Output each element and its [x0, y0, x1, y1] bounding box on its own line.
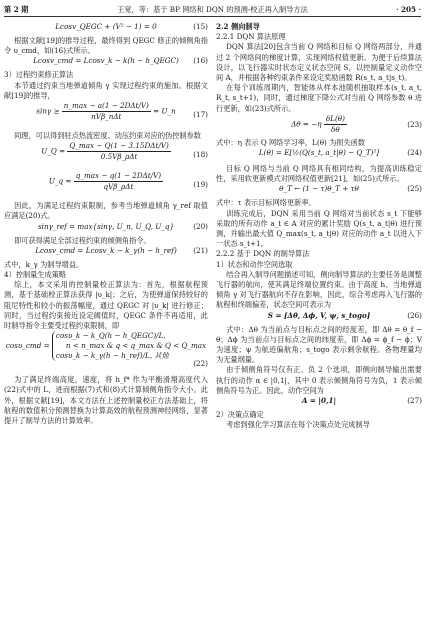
running-title: 王宽，等：基于 BP 网络和 DQN 的预测-校正再入制导方法: [117, 5, 308, 14]
left-column: [4, 22, 208, 426]
section-heading: 2.2 侧向制导: [216, 22, 260, 31]
subsection-heading: 2.2.1 DQN 算法原理: [216, 32, 286, 42]
equation-23: Δθ = −η $\frac{\delta L(\theta)}{\delta\theta}$ (23): [291, 113, 422, 135]
paragraph: 式中，k_γ 为制导增益。: [4, 259, 84, 269]
paragraph: 本节通过约束当地弹道倾角 γ 实现过程约束的施加。根据文献[19]的推导，: [4, 80, 208, 100]
equation-19: U_q = $\frac{\text{q\_max − q(1 − 2DΔt/V)}}{\text{qVβ\_ρΔt}}$ (19): [48, 171, 208, 192]
equation-16: Lcosv_cmd = Lcosv_k − k(h − h_QEGC) (16): [33, 56, 208, 66]
paragraph: 综上，本文采用的控制量校正算法为：首先，根据航程预测，基于基础校正算法获得 |υ_k|；之后，为使弹道保持较好的阻尼特性和较小的振荡幅度，通过 QEGC 对 |υ_k| 进行修正；同时，当过程约束接近设定阈值时，QEGC 条件不再适用，此时制导指令主要受过程约束限制，即: [4, 280, 208, 331]
page-number: · 205 ·: [395, 5, 421, 14]
paragraph: 因此，为满足过程约束限制，参考当地弹道倾角 γ_ref 取值应满足(20)式。: [4, 201, 208, 221]
right-column: [216, 22, 422, 431]
equation-27: A = |0,1| (27): [301, 396, 422, 406]
subsection-heading: 3）过程约束修正算法: [4, 70, 74, 80]
paragraph: 在每个训练周期内，智能体从样本池随机抽取样本(s_t, a_t, R_t, s_t+1)，同时，通过梯度下降公式对当前 Q 网络参数 θ 进行更新，如(23)式所示。: [216, 83, 422, 113]
issue-number: 第 2 期: [4, 5, 29, 14]
paragraph: 式中：τ 表示目标网络更新率。: [216, 198, 316, 208]
paragraph: 训练完成后，DQN 采用当前 Q 网络对当前状态 s_t 下能够采取的所有动作 a_t ∈ A 对应的累计奖励 Q(s_t, a_t|θ) 进行预测，并输出最大值 Q_max(s_t, a_t|θ) 对应的动作 a_t 以进入下一状态 s_t+1。: [216, 208, 422, 249]
equation-17: sinγ ≥ $\frac{\text{n\_max − a(1 − 2DΔt/V)}}{\text{nVβ\_nΔt}}$ = U_n (17): [36, 101, 208, 122]
paragraph: 目标 Q 网络与当前 Q 网络具有相同结构，为提高训练稳定性，采用软更新模式对网络权值更新[21]，如(25)式所示。: [216, 164, 422, 184]
paragraph: 由于倾侧角符号仅有正、负 2 个选项，即侧向制导输出需要执行的动作 α ∈ |0,1|，其中 0 表示倾侧角符号为负，1 表示倾侧角符号为正。因此，动作空间为: [216, 365, 422, 395]
subsection-heading: 2）决策点确定: [216, 410, 264, 420]
paragraph: DQN 算法[20]包含当前 Q 网络和目标 Q 网络两部分，并通过 2 个网络间的梯度计算，实现网络权值更新。为便于后续算法设计，以飞行器实时状态定义状态空间 S，以控制量定义动作空间 A，并根据各种约束条件来设定奖励函数 R(s_t, a_t|s_t)。: [216, 42, 422, 83]
equation-20: sinγ_ref = max{sinγ, U_n, U_Q, U_q} (20): [37, 221, 208, 231]
equation-24: L(θ) = E[½(Q(s_t, a_t|θ) − Q_T)²] (24): [258, 148, 422, 158]
paragraph: 式中：Δθ 为当前点与目标点之间的经度差，即 Δθ = θ_f − θ；Δϕ 为当前点与目标点之间的纬度差，即 Δϕ = ϕ_f − ϕ；V 为速度；ψ 为航迹偏航角；s_togo 表示剩余航程。各物理量均为无量纲量。: [216, 324, 422, 365]
paragraph: 为了满足终端高度，速度，将 h_f* 作为平衡滑翔高度代入(22)式中的 L，进而根据(7)式和(8)式计算倾侧角指令大小。此外，根据文献[19]，本文方法在上述控制量校正方法基础上，将航程的数值积分预测替换为计算高效的航程预测神经网络，显著提升了制导方法的计算效率。: [4, 375, 208, 426]
equation-26: S = [Δθ, Δϕ, V, ψ, s_togo] (26): [267, 310, 422, 320]
paragraph: 即可获得满足全部过程约束的倾侧角指令。: [14, 235, 151, 245]
paragraph: 考虑到强化学习算法在每个决策点处完成制导: [226, 420, 370, 430]
equation-18: U_Q = $\frac{\text{Q\_max − Q(1 − 3.15DΔt/V)}}{\text{0.5Vβ\_ρΔt}}$ (18): [41, 141, 208, 162]
page-header: [4, 2, 421, 16]
equation-22: cosυ_cmd = cosυ_k − k_Q(h − h_QEGC)/L, n < n_max & q < q_max & Q < Q_max cosυ_k − k_γ(h − h_ref)/L, 其他 (22): [5, 331, 208, 369]
equation-21: Lcosv_cmd = Lcosv_k − k_γ(h − h_ref) (21): [35, 245, 208, 255]
equation-25: θ_T ← (1 − τ)θ_T + τθ (25): [279, 184, 422, 194]
equation-15: Lcosv_QEGC + (V² − 1) = 0 (15): [55, 22, 208, 31]
paragraph: 式中：η 表示 Q 网络学习率，L(θ) 为损失函数: [216, 137, 366, 147]
paragraph: 结合再入制导问题描述可知，侧向制导算法的主要任务是调整飞行器的航向，使其满足终端位置约束。由于高度 h、当地弹道倾角 γ 对飞行器航向不存在影响，因此，综合考虑再入飞行器的航程和终端偏差，状态空间可表示为: [216, 269, 422, 310]
subsection-heading: 4）控制量生成策略: [4, 270, 67, 280]
subsection-heading: 1）状态和动作空间选取: [216, 259, 293, 269]
header-rule: [4, 16, 421, 17]
paragraph: 同理，可以得到驻点热流密度、动压约束对应的伪控制参数: [14, 131, 201, 141]
subsection-heading: 2.2.2 基于 DQN 的制导算法: [216, 249, 310, 259]
paragraph: 根据文献[19]的推导过程，最终得到 QEGC 修正的倾侧角指令 υ_cmd，如(16)式所示。: [4, 36, 208, 56]
